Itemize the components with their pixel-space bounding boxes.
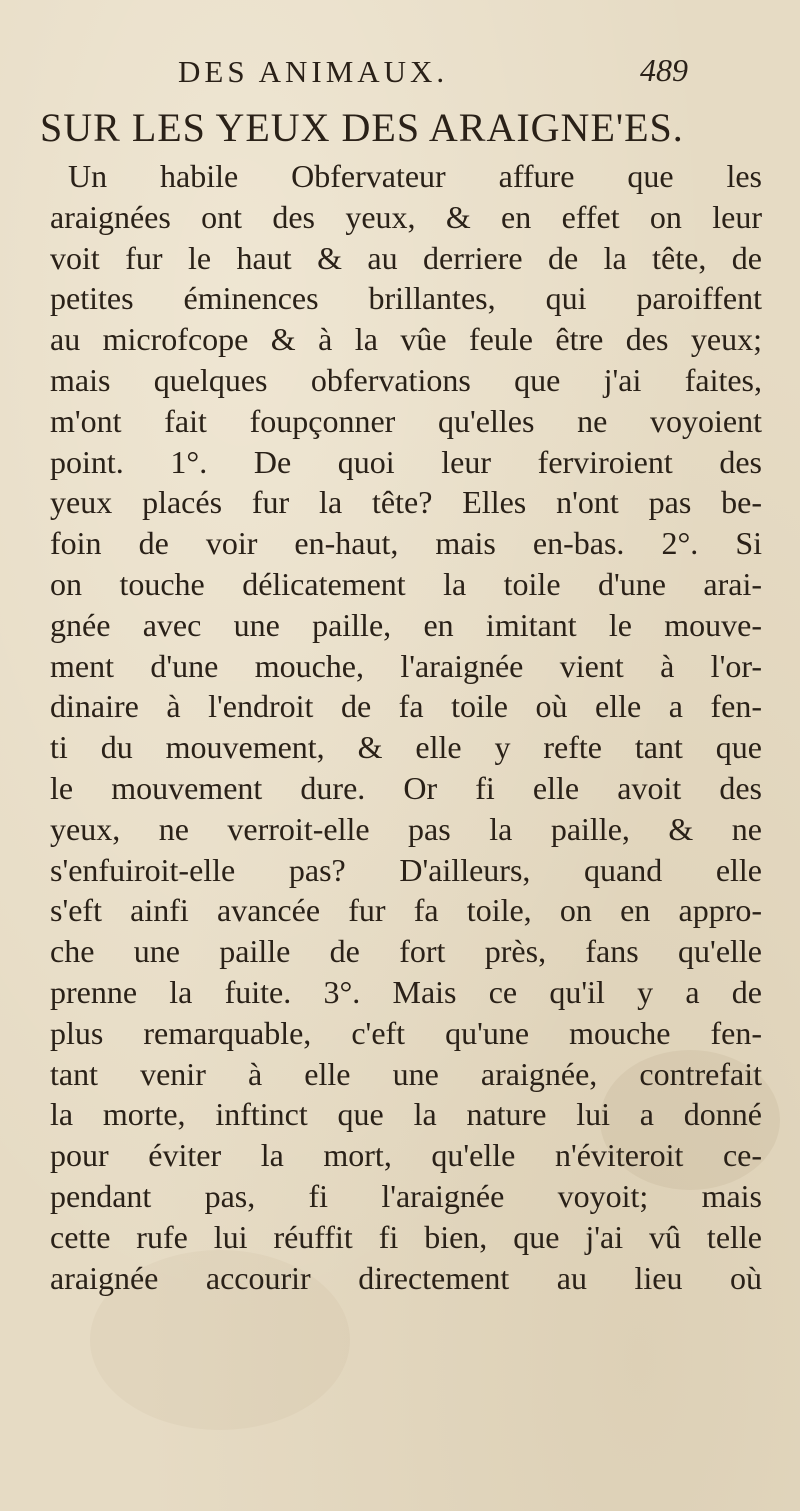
text-line: gnée avec une paille, en imitant le mouve- bbox=[50, 606, 762, 643]
text-line: che une paille de fort près, fans qu'elle bbox=[50, 933, 762, 970]
text-line: s'eft ainfi avancée fur fa toile, on en appro- bbox=[50, 892, 762, 929]
text-line: pendant pas, fi l'araignée voyoit; mais bbox=[50, 1177, 762, 1214]
text-line: cette rufe lui réuffit fi bien, que j'ai vû telle bbox=[50, 1218, 762, 1255]
chapter-title: SUR LES YEUX DES ARAIGNE'ES. bbox=[40, 105, 684, 150]
text-line: au microfcope & à la vûe feule être des yeux; bbox=[50, 321, 762, 358]
body-text bbox=[50, 156, 762, 1298]
text-line: yeux, ne verroit-elle pas la paille, & ne bbox=[50, 810, 762, 847]
text-line: Un habile Obfervateur affure que les bbox=[68, 158, 762, 194]
text-line: araignées ont des yeux, & en effet on leur bbox=[50, 198, 762, 235]
running-head-title: DES ANIMAUX. bbox=[178, 54, 449, 89]
text-line: petites éminences brillantes, qui paroiffent bbox=[50, 280, 762, 317]
text-line: s'enfuiroit-elle pas? D'ailleurs, quand elle bbox=[50, 851, 762, 888]
text-line: mais quelques obfervations que j'ai faites, bbox=[50, 361, 762, 398]
text-line: foin de voir en-haut, mais en-bas. 2°. Si bbox=[50, 525, 762, 562]
text-line: tant venir à elle une araignée, contrefait bbox=[50, 1055, 762, 1092]
text-line: yeux placés fur la tête? Elles n'ont pas be- bbox=[50, 484, 762, 521]
running-head bbox=[178, 50, 688, 92]
text-line: on touche délicatement la toile d'une arai- bbox=[50, 565, 762, 602]
text-line: dinaire à l'endroit de fa toile où elle a fen- bbox=[50, 688, 762, 725]
text-line: la morte, inftinct que la nature lui a donné bbox=[50, 1096, 762, 1133]
text-line: m'ont fait foupçonner qu'elles ne voyoient bbox=[50, 402, 762, 439]
text-line: araignée accourir directement au lieu où bbox=[50, 1259, 762, 1296]
text-line: pour éviter la mort, qu'elle n'éviteroit ce- bbox=[50, 1137, 762, 1174]
text-line: prenne la fuite. 3°. Mais ce qu'il y a de bbox=[50, 973, 762, 1010]
text-line: point. 1°. De quoi leur ferviroient des bbox=[50, 443, 762, 480]
text-line: ment d'une mouche, l'araignée vient à l'or- bbox=[50, 647, 762, 684]
page-number: 489 bbox=[640, 52, 688, 88]
text-line: voit fur le haut & au derriere de la tête, de bbox=[50, 239, 762, 276]
text-line: ti du mouvement, & elle y refte tant que bbox=[50, 729, 762, 766]
text-line: plus remarquable, c'eft qu'une mouche fen- bbox=[50, 1014, 762, 1051]
text-line: le mouvement dure. Or fi elle avoit des bbox=[50, 769, 762, 806]
